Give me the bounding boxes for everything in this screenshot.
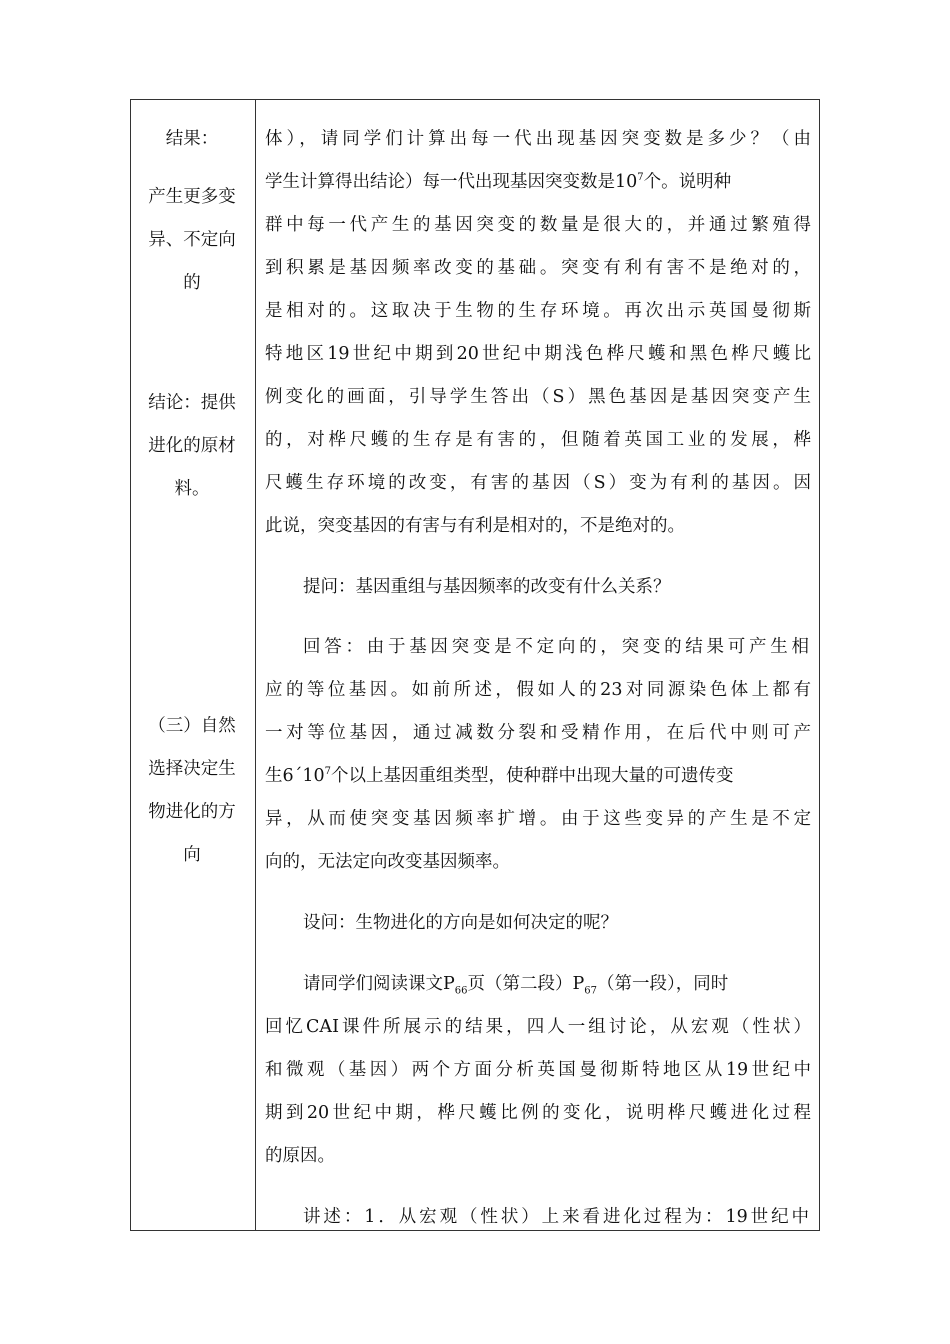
body-line: 的原因。: [265, 1146, 335, 1166]
body-line: 回忆CAI课件所展示的结果，四人一组讨论，从宏观（性状）: [265, 1017, 811, 1037]
left-line: 异、不定向: [148, 230, 236, 250]
left-line: 结论：提供: [148, 393, 236, 413]
body-line: 应的等位基因。如前所述，假如人的23对同源染色体上都有: [265, 680, 811, 700]
left-line: 料。: [174, 479, 210, 499]
body-line: 特地区19世纪中期到20世纪中期浅色桦尺蠖和黑色桦尺蠖比: [265, 344, 811, 364]
body-line: 群中每一代产生的基因突变的数量是很大的，并通过繁殖得: [265, 215, 811, 235]
left-line: 的: [183, 273, 201, 293]
column-divider: [255, 100, 256, 1230]
body-line: 到积累是基因频率改变的基础。突变有利有害不是绝对的，: [265, 258, 811, 278]
body-line: 是相对的。这取决于生物的生存环境。再次出示英国曼彻斯: [265, 301, 811, 321]
body-line: 期到20世纪中期，桦尺蠖比例的变化，说明桦尺蠖进化过程: [265, 1103, 811, 1123]
body-line: 向的，无法定向改变基因频率。: [265, 852, 510, 872]
body-line: 尺蠖生存环境的改变，有害的基因（S）变为有利的基因。因: [265, 473, 811, 493]
body-line: 异，从而使突变基因频率扩增。由于这些变异的产生是不定: [265, 809, 811, 829]
superscript: 7: [637, 172, 644, 184]
body-line: 学生计算得出结论）每一代出现基因突变数是$10^7$个。说明种: [265, 172, 732, 192]
left-line: 进化的原材: [148, 436, 236, 456]
question-line: 设问：生物进化的方向是如何决定的呢？: [303, 913, 618, 933]
body-line: 请同学们阅读课文$P_{66}$页（第二段）$P_{67}$（第一段），同时: [303, 974, 729, 997]
body-line: 一对等位基因，通过减数分裂和受精作用，在后代中则可产: [265, 723, 811, 743]
subscript: 67: [584, 985, 598, 997]
body-line: 体），请同学们计算出每一代出现基因突变数是多少？（由: [265, 129, 811, 149]
body-line: 的，对桦尺蠖的生存是有害的，但随着英国工业的发展，桦: [265, 430, 811, 450]
subscript: 66: [454, 985, 468, 997]
body-line: 回答：由于基因突变是不定向的，突变的结果可产生相: [303, 637, 809, 657]
body-line: 此说，突变基因的有害与有利是相对的，不是绝对的。: [265, 516, 685, 536]
body-line: 讲述：1．从宏观（性状）上来看进化过程为：19世纪中: [303, 1207, 809, 1227]
left-line: 选择决定生: [148, 759, 236, 779]
superscript: 7: [324, 766, 332, 778]
body-line: 生$6´10^7$个以上基因重组类型，使种群中出现大量的可遗传变: [265, 766, 734, 786]
question-line: 提问：基因重组与基因频率的改变有什么关系？: [303, 577, 671, 597]
body-line: 例变化的画面，引导学生答出（S）黑色基因是基因突变产生: [265, 387, 811, 407]
left-line: 物进化的方: [148, 802, 236, 822]
body-line: 和微观（基因）两个方面分析英国曼彻斯特地区从19世纪中: [265, 1060, 811, 1080]
left-line: 向: [183, 845, 201, 865]
left-line: 结果：: [165, 129, 219, 149]
left-line: 产生更多变: [148, 187, 236, 207]
left-line: （三）自然: [148, 716, 236, 736]
